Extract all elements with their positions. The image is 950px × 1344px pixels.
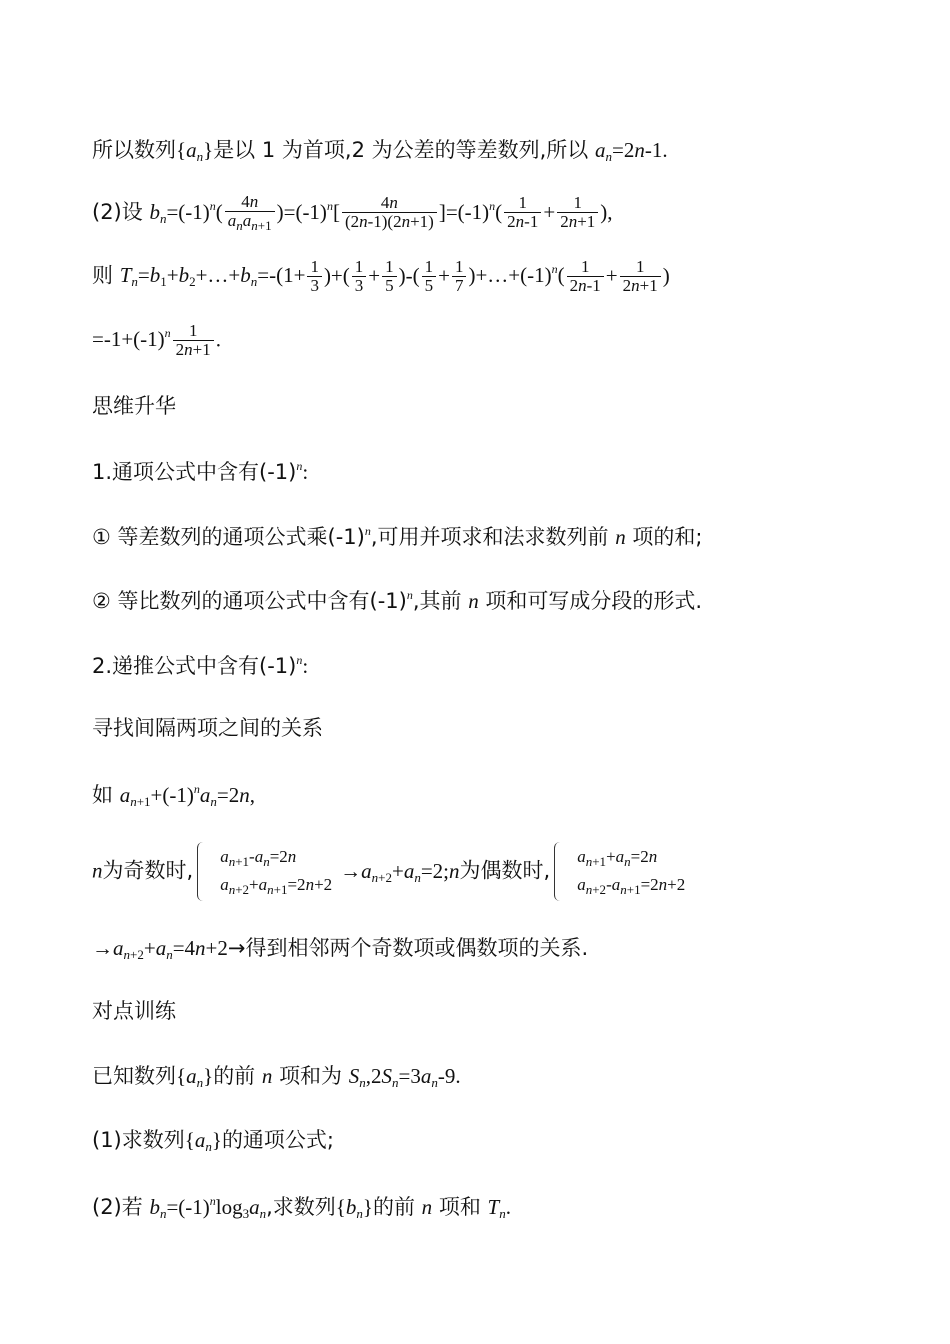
- even-system: $a_{n+1}+a_n=2n$ $a_{n+2}-a_{n+1}=2n+2$: [554, 842, 685, 901]
- line-3: 则 $T_n=b_1+b_2+\dots+b_n=-(1+$ $\frac{1}{3}$ )+( $\frac{1}{3}$ + $\frac{1}{5}$ )-( $\frac{1}{5}$ + $\frac{1}{7}$ )$+\dots+(-1)^n$( $\frac{1}{2n-1}$ + $\frac{1}{2n+1}$ ): [92, 257, 670, 295]
- line-4: $=-1+(-1)^n$ $\frac{1}{2n+1}$ .: [92, 321, 222, 359]
- item-1: 1.通项公式中含有$(-1)^n$:: [92, 459, 309, 484]
- exercise-question: 已知数列$\{a_n\}$的前 n 项和为 $S_n,2S_n=3a_n-9$.: [92, 1064, 461, 1090]
- line-1: 所以数列$\{a_n\}$是以 1 为首项,2 为公差的等差数列,所以 $a_n=2n-1$.: [92, 138, 668, 164]
- odd-system: $a_{n+1}-a_n=2n$ $a_{n+2}+a_{n+1}=2n+2$: [197, 842, 332, 901]
- heading-summary: 思维升华: [92, 394, 176, 418]
- heading-practice: 对点训练: [92, 999, 176, 1023]
- item-1a: ① 等差数列的通项公式乘$(-1)^n$,可用并项求和法求数列前 n 项的和;: [92, 524, 703, 549]
- case-line: n为奇数时, $a_{n+1}-a_n=2n$ $a_{n+2}+a_{n+1}=2n+2$ $\to a_{n+2}+a_n=2;n$为偶数时, $a_{n+1}+a_n=2n$ $a_{n+2}-a_{n+1}=2n+2$: [92, 842, 693, 901]
- item-1b: ② 等比数列的通项公式中含有$(-1)^n$,其前 n 项和可写成分段的形式.: [92, 588, 703, 613]
- result-line: $\to a_{n+2}+a_n=4n+2\to$得到相邻两个奇数项或偶数项的关系.: [92, 936, 589, 962]
- item-2-sub: 寻找间隔两项之间的关系: [92, 716, 323, 740]
- line-2: (2)设 $b_n=(-1)^n$( $\frac{4n}{a_na_{n+1}}$ )$=(-1)^n$[ $\frac{4n}{(2n-1)(2n+1)}$ ]$=(-1)^n$( $\frac{1}{2n-1}$ + $\frac{1}{2n+1}$ ),: [92, 192, 613, 233]
- exercise-part-2: (2)若 $b_n=(-1)^n\log_3a_n$,求数列$\{b_n\}$的前 n 项和 $T_n$.: [92, 1194, 511, 1221]
- exercise-part-1: (1)求数列$\{a_n\}$的通项公式;: [92, 1128, 335, 1154]
- example-line: 如 $a_{n+1}+(-1)^na_n=2n$,: [92, 782, 255, 809]
- item-2: 2.递推公式中含有$(-1)^n$:: [92, 653, 309, 678]
